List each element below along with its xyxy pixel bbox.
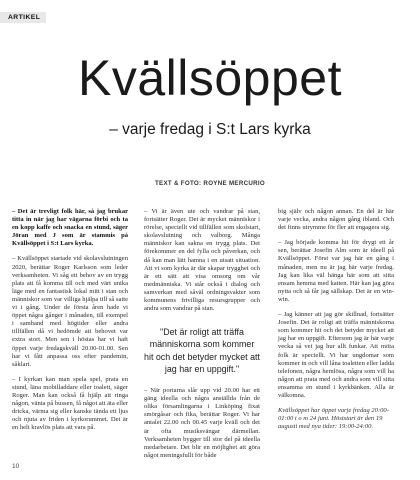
- article-subtitle: – varje fredag i S:t Lars kyrka: [109, 121, 311, 138]
- body-paragraph: big själv och någon annan. En del är här varje vecka, andra någon gång ibland. Och det finns utrymme för fler att engagera sig.: [278, 208, 394, 232]
- article-column-3: [278, 208, 394, 438]
- article-column-1: [12, 208, 128, 439]
- body-paragraph: – Jag började komma hit för drygt ett år sen, berättar Josefin Alm som är ideell på Kvällsöppet. Först var jag här en gång i månaden, men nu är jag här varje fredag. Jag kan lika väl hänga här som att sitta ensam hemma med katten. Här kan jag göra nytta och så får jag sällskap. Det är en win-win.: [278, 239, 394, 303]
- page-number: 10: [12, 463, 20, 470]
- section-tag: ARTIKEL: [0, 12, 46, 23]
- lead-paragraph: – Det är trevligt folk här, så jag brukar titta in när jag har vägarna förbi och ta en kopp kaffe och snacka en stund, säger Jöran med J som är stammis på Kvällsöppet i S:t Lars kyrka.: [12, 208, 128, 248]
- article-title: Kvällsöppet: [78, 50, 342, 106]
- opening-hours-info: Kvällsöppet har öppet varje fredag 20:00-01:00 t o m 24 juni. Höststart är den 19 augusti med nya tider: 19:00-24:00.: [278, 407, 389, 431]
- article-column-2: [144, 208, 260, 467]
- body-paragraph: – Jag känner att jag gör skillnad, fortsätter Josefin. Det är roligt att träffa människorna som kommer hit och det betyder mycket att jag har en uppgift. Eftersom jag är här varje vecka så vet jag hur allt funkar. Att möta folk är speciellt. Vi har ungdomar som kommer in och vill låna toaletten eller ladda telefonen, några hemlösa, några som vill ha någon att prata med och andra som vill sitta ensamma en stund i kyrkbänken. Alla är välkomna.: [278, 311, 394, 399]
- pull-quote: "Det är roligt att träffa människorna som kommer hit och det betyder mycket att jag har en uppgift.": [144, 327, 260, 374]
- body-paragraph: – När portarna slår upp vid 20.00 har ett gäng ideella och några anställda från de olika församlingarna i Linköping fixat smörgåsar och fika, berättar Roger. Vi har antalet 22.00 och 00.45 varje kväll och det är ofta musiksvängar därmellan. Verksamheten bygger till stor del på ideella medarbetare. Det blir en möjlighet att göra något meningsfullt för både: [144, 387, 260, 459]
- body-paragraph: – I kyrkan kan man spela spel, prata en stund, läna mobilladdare eller toalett, säger Roger. Man kan också få hjälp att ringa någon, vänta på bussen, få något att äta eller dricka, värma sig eller kanske tända ett ljus och njuta av friden i kyrkorummet. Det är en helt kravlös plats att vara på.: [12, 375, 128, 432]
- body-paragraph: – Vi är även ute och vandrar på stan, fortsätter Roger. Det är mycket människor i rörelse, speciellt vid tillfällen som skolstart, skolavslutning och valborg. Många människor kan sakna en trygg plats. Det förekommer en del fylla och påverkan, och då kan man lätt hamna i en utsatt situation. Att vi som kyrka är där skapar trygghet och är ett sätt att visa omsorg om vår medmänniska. Vi står också i dialog och samverkan med såväl ordningsvakter som kommunens frivilliga resursgrupper och andra som vandrar på stan.: [144, 208, 260, 313]
- byline-credit: TEXT & FOTO: ROYNE MERCURIO: [154, 180, 266, 187]
- body-paragraph: – Kvällsöppet startade vid skolavslutningen 2020, berättar Roger Karlsson som leder verksamheten. Vi såg ett behov av en trygg plats att få komma till och med värt unika läge med en fantastisk lokal mitt i stan och människor som var villiga hjälpa till så satte vi i gång. Under de första åren hade vi öppet några gånger i månaden, till exempel i samband med högtider eller andra tillfällen då vi bedömde att behovet var extra stort. Men sen i höstas har vi haft öppet varje fredagskväll 20.00-01.00. Sen har vi fått anpassa oss efter pandemin, såklart.: [12, 255, 128, 368]
